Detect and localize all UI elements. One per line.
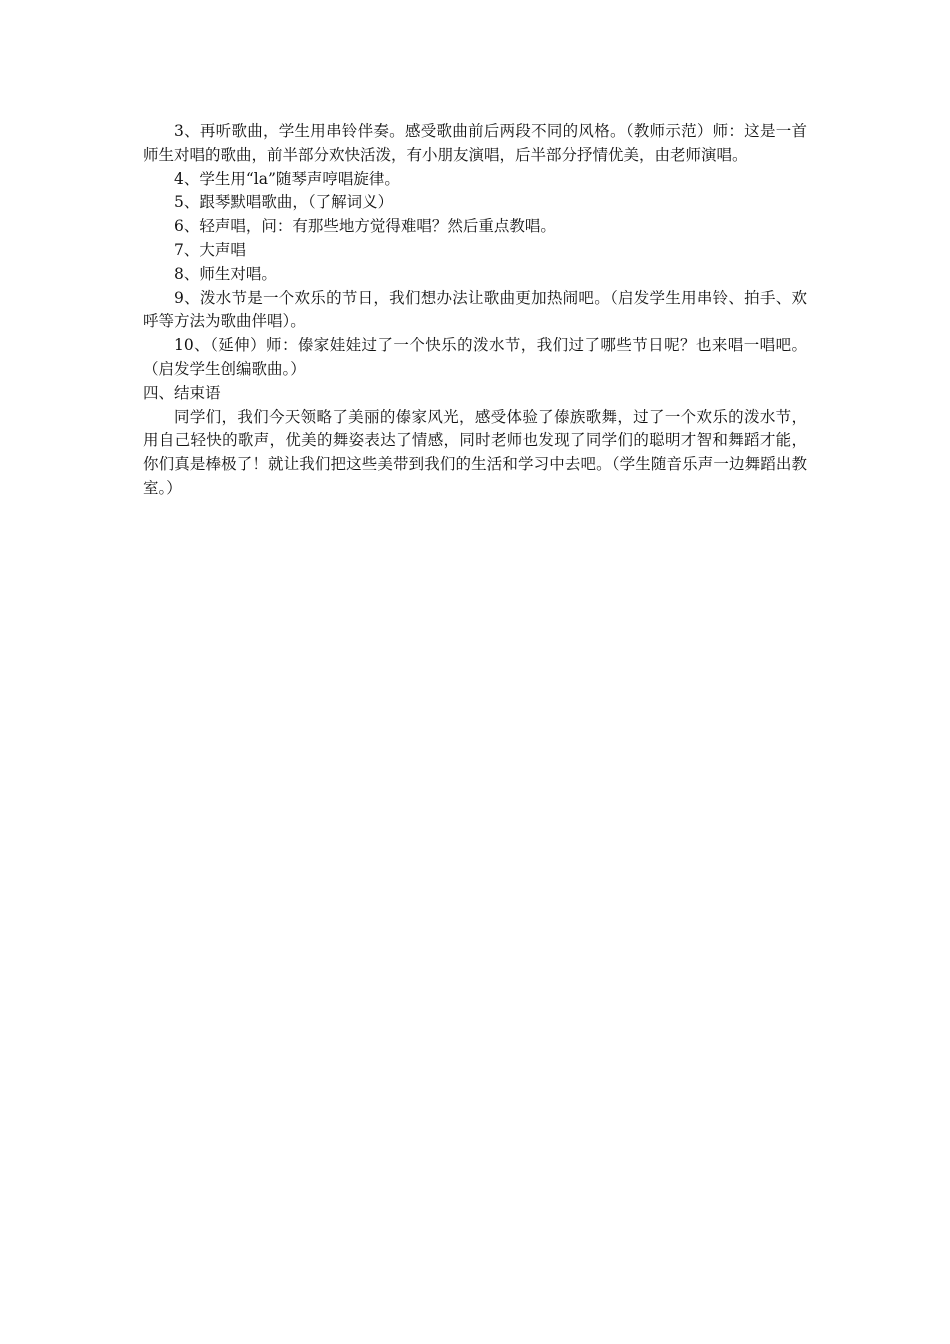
document-page (143, 120, 807, 501)
step-10-paragraph: 10、（延伸）师：傣家娃娃过了一个快乐的泼水节，我们过了哪些节日呢？也来唱一唱吧。（启发学生创编歌曲。） (143, 336, 807, 378)
section-heading: 四、结束语 (143, 383, 221, 402)
step-6-paragraph: 6、轻声唱，问：有那些地方觉得难唱？然后重点教唱。 (174, 217, 556, 236)
step-4-paragraph: 4、学生用“la”随琴声哼唱旋律。 (174, 169, 400, 188)
closing-paragraph: 同学们，我们今天领略了美丽的傣家风光，感受体验了傣族歌舞，过了一个欢乐的泼水节，用自己轻快的歌声，优美的舞姿表达了情感，同时老师也发现了同学们的聪明才智和舞蹈才能，你们真是棒极了！就让我们把这些美带到我们的生活和学习中去吧。（学生随音乐声一边舞蹈出教室。） (143, 407, 807, 497)
step-8-paragraph: 8、师生对唱。 (174, 264, 277, 283)
step-9-paragraph: 9、泼水节是一个欢乐的节日，我们想办法让歌曲更加热闹吧。（启发学生用串铃、拍手、欢呼等方法为歌曲伴唱）。 (143, 288, 807, 331)
step-5-paragraph: 5、跟琴默唱歌曲，（了解词义） (174, 193, 394, 212)
step-7-paragraph: 7、大声唱 (174, 240, 246, 259)
step-3-paragraph: 3、再听歌曲，学生用串铃伴奏。感受歌曲前后两段不同的风格。（教师示范）师：这是一首师生对唱的歌曲，前半部分欢快活泼，有小朋友演唱，后半部分抒情优美，由老师演唱。 (143, 122, 807, 164)
